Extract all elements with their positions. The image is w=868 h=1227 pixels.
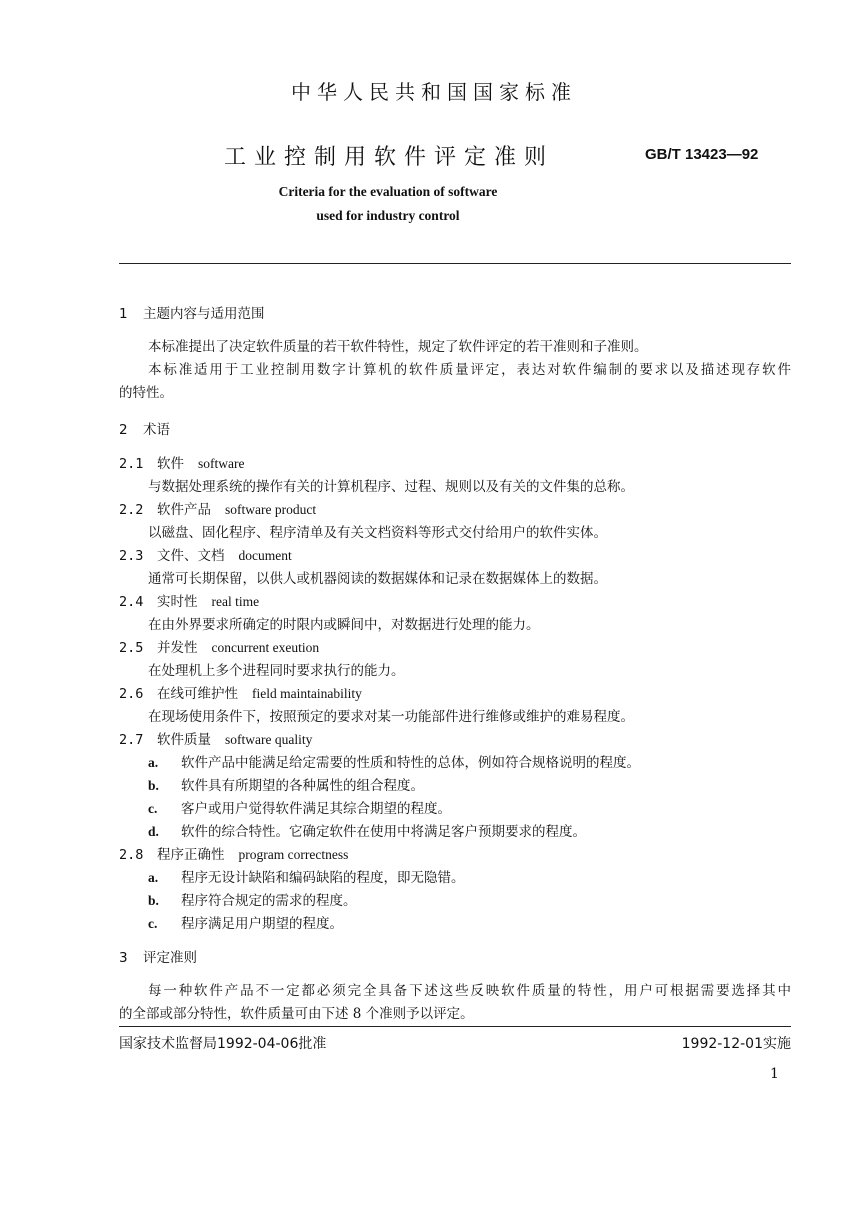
section-title: 术语 (143, 422, 170, 438)
term-cn: 软件 (157, 456, 184, 472)
list-item (148, 889, 357, 909)
term-number: 2.8 (119, 847, 144, 863)
term-number: 2.2 (119, 502, 144, 518)
term-heading (119, 590, 259, 610)
paragraph: 本标准提出了决定软件质量的若干软件特性，规定了软件评定的若干准则和子准则。 (148, 339, 648, 355)
term-en: document (238, 548, 292, 563)
term-definition: 与数据处理系统的操作有关的计算机程序、过程、规则以及有关的文件集的总称。 (148, 479, 634, 495)
paragraph: 本标准适用于工业控制用数字计算机的软件质量评定，表达对软件编制的要求以及描述现存软件 (148, 362, 791, 378)
term-heading (119, 498, 316, 518)
list-item (148, 820, 586, 840)
term-cn: 在线可维护性 (157, 686, 238, 702)
term-definition: 通常可长期保留，以供人或机器阅读的数据媒体和记录在数据媒体上的数据。 (148, 571, 607, 587)
term-cn: 实时性 (157, 594, 198, 610)
header-divider (119, 263, 791, 264)
page-number: 1 (770, 1066, 779, 1082)
list-label: d. (148, 824, 159, 839)
list-label: a. (148, 870, 159, 885)
list-item (148, 912, 343, 932)
section-title: 评定准则 (143, 950, 197, 966)
section-1-heading (119, 302, 265, 322)
list-label: c. (148, 916, 158, 931)
paragraph: 每一种软件产品不一定都必须完全具备下述这些反映软件质量的特性，用户可根据需要选择其中 (148, 983, 791, 999)
term-heading (119, 452, 244, 472)
term-cn: 软件质量 (157, 732, 211, 748)
list-text: 客户或用户觉得软件满足其综合期望的程度。 (181, 801, 451, 817)
section-number: 3 (119, 950, 128, 966)
term-en: program correctness (238, 847, 349, 862)
list-item (148, 866, 465, 886)
term-cn: 软件产品 (157, 502, 211, 518)
standard-code: GB/T 13423—92 (645, 146, 759, 163)
term-number: 2.1 (119, 456, 144, 472)
list-item (148, 797, 451, 817)
english-title-line-2: used for industry control (316, 208, 460, 223)
term-heading (119, 843, 348, 863)
term-heading (119, 728, 312, 748)
term-definition: 在处理机上多个进程同时要求执行的能力。 (148, 663, 405, 679)
list-item (148, 751, 640, 771)
paragraph-continuation: 的全部或部分特性，软件质量可由下述 8 个准则予以评定。 (119, 1006, 474, 1022)
list-text: 程序满足用户期望的程度。 (181, 916, 343, 932)
section-title: 主题内容与适用范围 (143, 306, 265, 322)
footer-divider (119, 1026, 791, 1027)
section-2-heading (119, 418, 170, 438)
term-definition: 以磁盘、固化程序、程序清单及有关文档资料等形式交付给用户的软件实体。 (148, 525, 607, 541)
term-number: 2.3 (119, 548, 144, 564)
term-heading (119, 682, 362, 702)
list-text: 程序符合规定的需求的程度。 (181, 893, 357, 909)
list-label: c. (148, 801, 158, 816)
term-heading (119, 544, 292, 564)
term-en: field maintainability (252, 686, 362, 701)
term-definition: 在由外界要求所确定的时限内或瞬间中，对数据进行处理的能力。 (148, 617, 540, 633)
paragraph-continuation: 的特性。 (119, 385, 173, 401)
list-text: 软件的综合特性。它确定软件在使用中将满足客户预期要求的程度。 (181, 824, 586, 840)
term-cn: 并发性 (157, 640, 198, 656)
term-en: concurrent exeution (211, 640, 320, 655)
list-label: a. (148, 755, 159, 770)
term-definition: 在现场使用条件下，按照预定的要求对某一功能部件进行维修或维护的难易程度。 (148, 709, 634, 725)
section-3-heading (119, 946, 197, 966)
term-number: 2.5 (119, 640, 144, 656)
list-text: 软件产品中能满足给定需要的性质和特性的总体，例如符合规格说明的程度。 (181, 755, 640, 771)
term-cn: 程序正确性 (157, 847, 225, 863)
term-number: 2.7 (119, 732, 144, 748)
effective-date-text: 1992-12-01实施 (681, 1036, 791, 1052)
term-en: software (198, 456, 245, 471)
term-cn: 文件、文档 (157, 548, 225, 564)
list-item (148, 774, 424, 794)
document-title: 工业控制用软件评定准则 (224, 145, 555, 170)
term-heading (119, 636, 319, 656)
term-number: 2.4 (119, 594, 144, 610)
section-number: 1 (119, 306, 128, 322)
list-label: b. (148, 778, 159, 793)
national-standard-label: 中华人民共和国国家标准 (291, 80, 577, 104)
list-text: 程序无设计缺陷和编码缺陷的程度，即无隐错。 (181, 870, 465, 886)
term-en: software product (225, 502, 317, 517)
section-number: 2 (119, 422, 128, 438)
english-title-line-1: Criteria for the evaluation of software (278, 184, 498, 199)
list-label: b. (148, 893, 159, 908)
list-text: 软件具有所期望的各种属性的组合程度。 (181, 778, 424, 794)
term-number: 2.6 (119, 686, 144, 702)
term-en: software quality (225, 732, 313, 747)
approval-text: 国家技术监督局1992-04-06批准 (119, 1036, 327, 1052)
term-en: real time (211, 594, 260, 609)
